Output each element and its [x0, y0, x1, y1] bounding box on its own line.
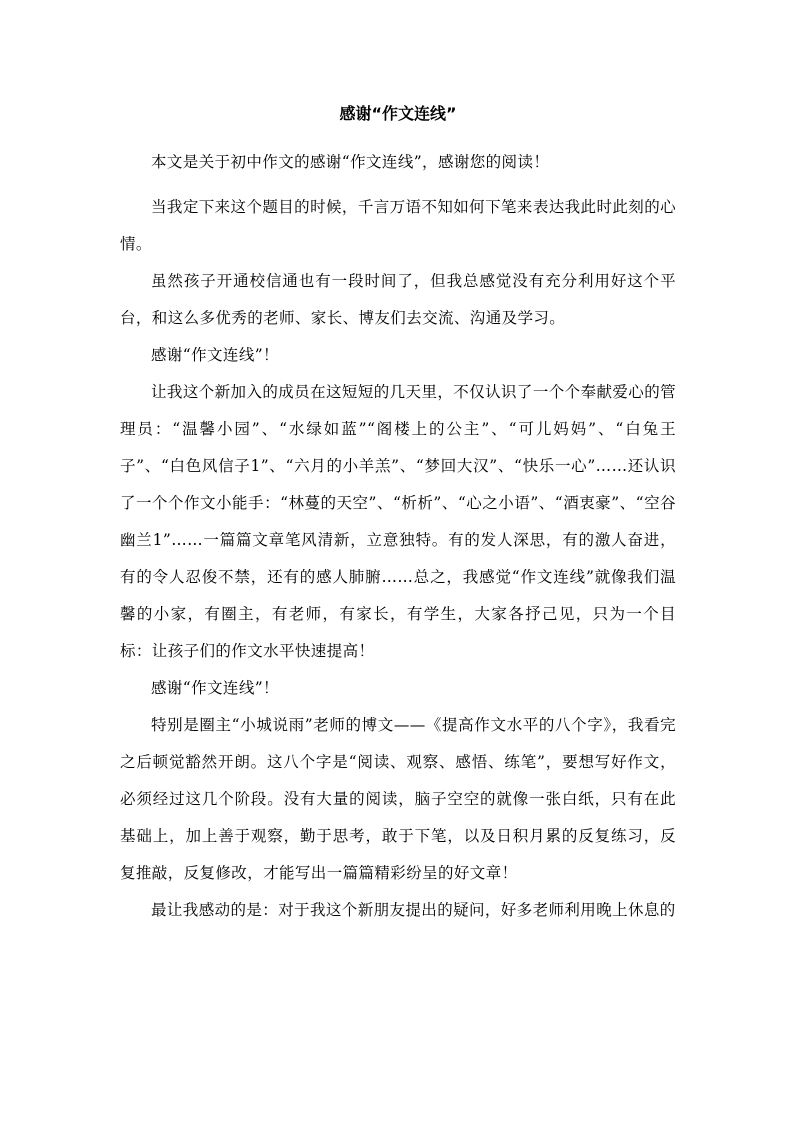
document-title: 感谢“作文连线” — [339, 104, 457, 123]
paragraph-2: 虽然孩子开通校信通也有一段时间了，但我总感觉没有充分利用好这个平台，和这么多优秀的老师、家长、博友们去交流、沟通及学习。 — [120, 272, 676, 327]
paragraph-intro: 本文是关于初中作文的感谢“作文连线”，感谢您的阅读！ — [151, 153, 550, 171]
paragraph-4: 特别是圈主“小城说雨”老师的博文——《提高作文水平的八个字》，我看完之后顿觉豁然开朗。这八个字是“阅读、观察、感悟、练笔”，要想写好作文，必须经过这几个阶段。没有大量的阅读，脑子空空的就像一张白纸，只有在此基础上，加上善于观察，勤于思考，敢于下笔，以及日积月累的反复练习，反复推敲，反复修改，才能写出一篇篇精彩纷呈的好文章！ — [120, 716, 676, 882]
document-page — [120, 98, 676, 929]
paragraph-1: 当我定下来这个题目的时候，千言万语不知如何下笔来表达我此时此刻的心情。 — [120, 198, 676, 253]
paragraph-5: 最让我感动的是：对于我这个新朋友提出的疑问，好多老师利用晚上休息的 — [151, 901, 676, 919]
paragraph-3: 让我这个新加入的成员在这短短的几天里，不仅认识了一个个奉献爱心的管理员：“温馨小园”、“水绿如蓝”“阁楼上的公主”、“可儿妈妈”、“白兔王子”、“白色风信子1”、“六月的小羊羔”、“梦回大汉”、“快乐一心”……还认识了一个个作文小能手：“林蔓的天空”、“析析”、“心之小语”、“酒衷豪”、“空谷幽兰1”……一篇篇文章笔风清新，立意独特。有的发人深思，有的激人奋进，有的令人忍俊不禁，还有的感人肺腑……总之，我感觉“作文连线”就像我们温馨的小家，有圈主，有老师，有家长，有学生，大家各抒己见，只为一个目标：让孩子们的作文水平快速提高！ — [120, 383, 676, 660]
paragraph-thanks-2: 感谢“作文连线”！ — [151, 679, 279, 697]
paragraph-thanks-1: 感谢“作文连线”！ — [151, 346, 279, 364]
